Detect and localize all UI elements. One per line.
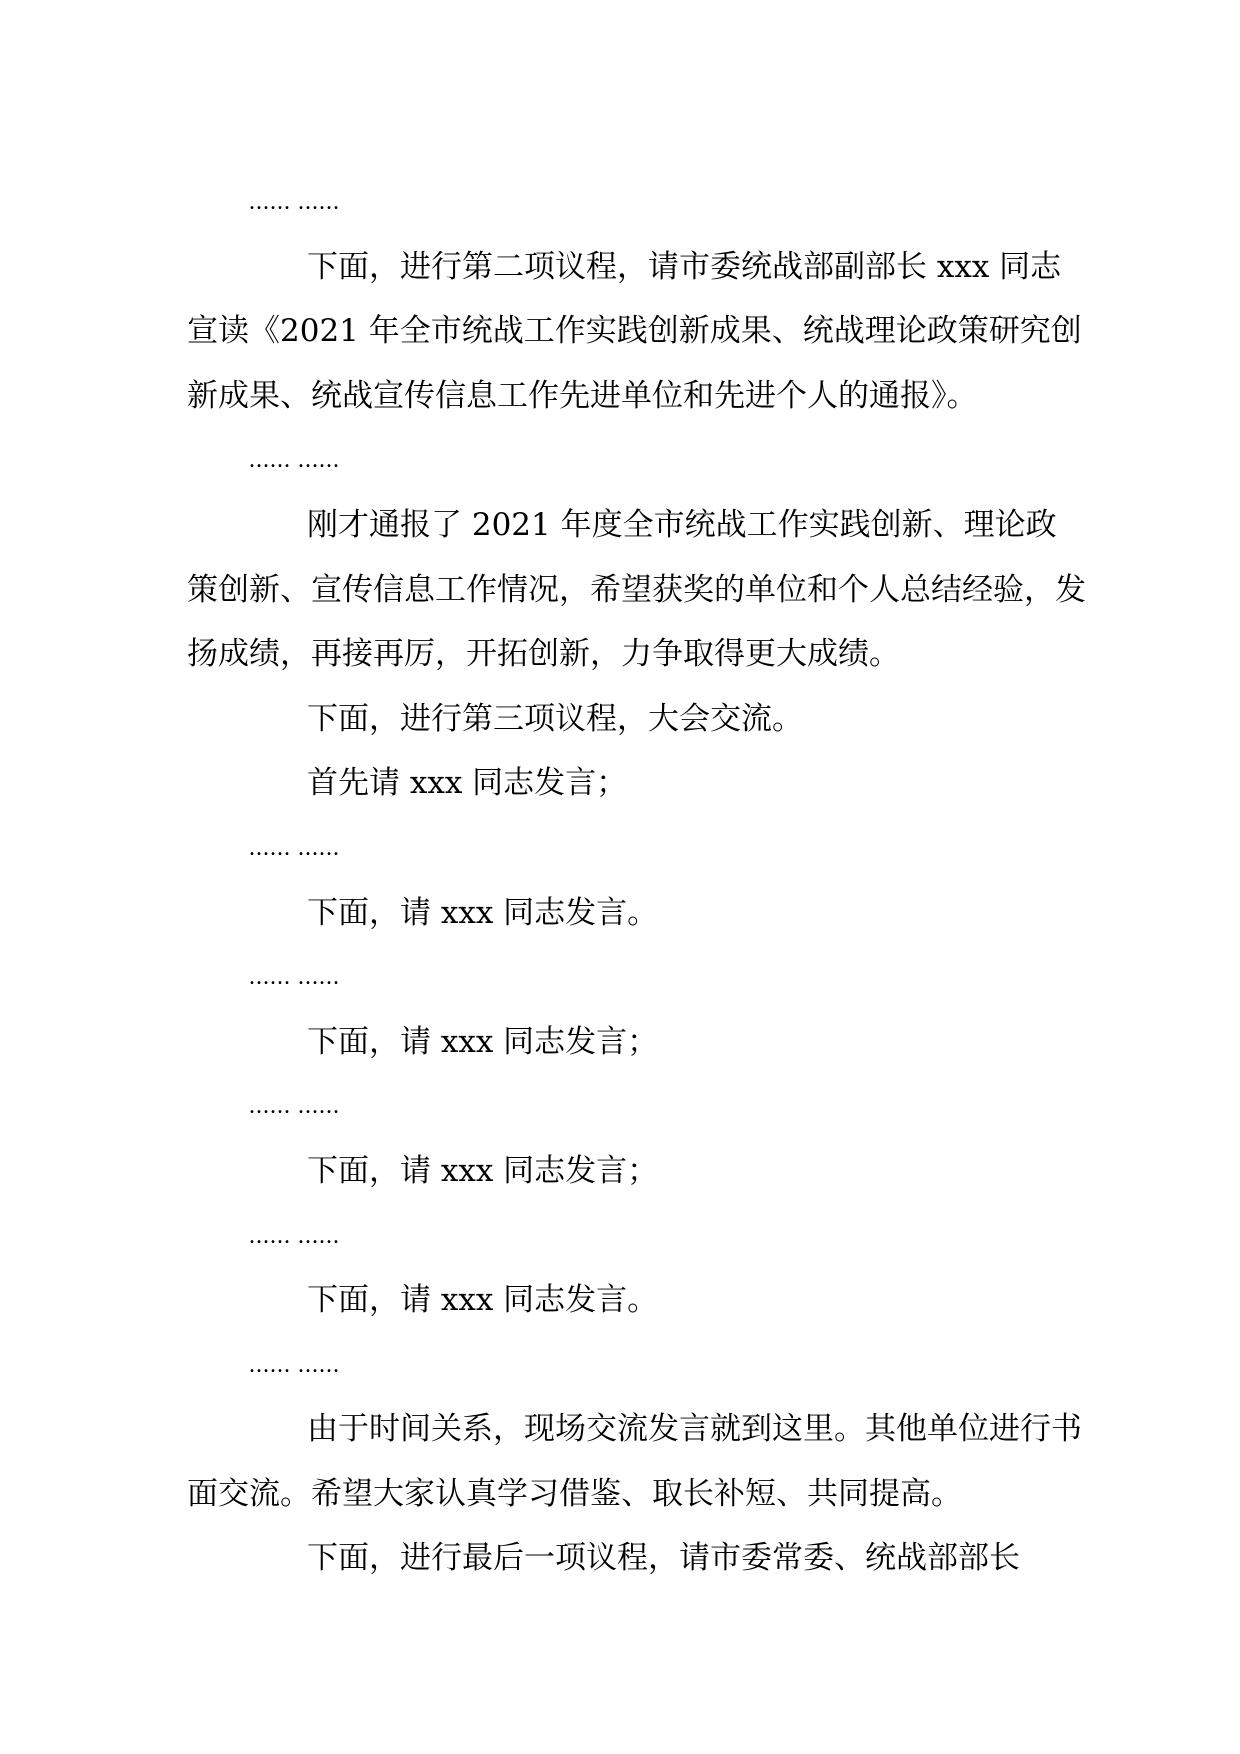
ellipsis-line: ...... ......: [249, 964, 340, 991]
ellipsis-line: ...... ......: [249, 447, 340, 474]
ellipsis-line: ...... ......: [249, 1093, 340, 1120]
ellipsis-line: ...... ......: [249, 1222, 340, 1249]
paragraph-final-agenda: 下面，进行最后一项议程，请市委常委、统战部部长: [307, 1540, 1020, 1577]
paragraph-next-speaker: 下面，请 xxx 同志发言；: [307, 1023, 659, 1060]
ellipsis-line: ...... ......: [249, 189, 340, 215]
paragraph-first-speaker: 首先请 xxx 同志发言；: [307, 765, 628, 802]
paragraph-next-speaker: 下面，请 xxx 同志发言。: [307, 1282, 659, 1319]
paragraph-third-agenda: 下面，进行第三项议程，大会交流。: [307, 700, 803, 737]
paragraph-next-speaker: 下面，请 xxx 同志发言。: [307, 894, 659, 931]
paragraph-second-agenda: 下面，进行第二项议程，请市委统战部副部长 xxx 同志宣读《2021 年全市统战工作实践创新成果、统战理论政策研究创新成果、统战宣传信息工作先进单位和先进个人的通报》。: [187, 248, 1082, 414]
ellipsis-line: ...... ......: [249, 834, 340, 861]
paragraph-written-exchange: 由于时间关系，现场交流发言就到这里。其他单位进行书面交流。希望大家认真学习借鉴、取长补短、共同提高。: [187, 1411, 1082, 1512]
document-body: [187, 170, 1087, 1591]
paragraph-notification-summary: 刚才通报了 2021 年度全市统战工作实践创新、理论政策创新、宣传信息工作情况，希望获奖的单位和个人总结经验，发扬成绩，再接再厉，开拓创新，力争取得更大成绩。: [187, 506, 1086, 673]
paragraph-next-speaker: 下面，请 xxx 同志发言；: [307, 1152, 659, 1189]
ellipsis-line: ...... ......: [249, 1351, 340, 1378]
